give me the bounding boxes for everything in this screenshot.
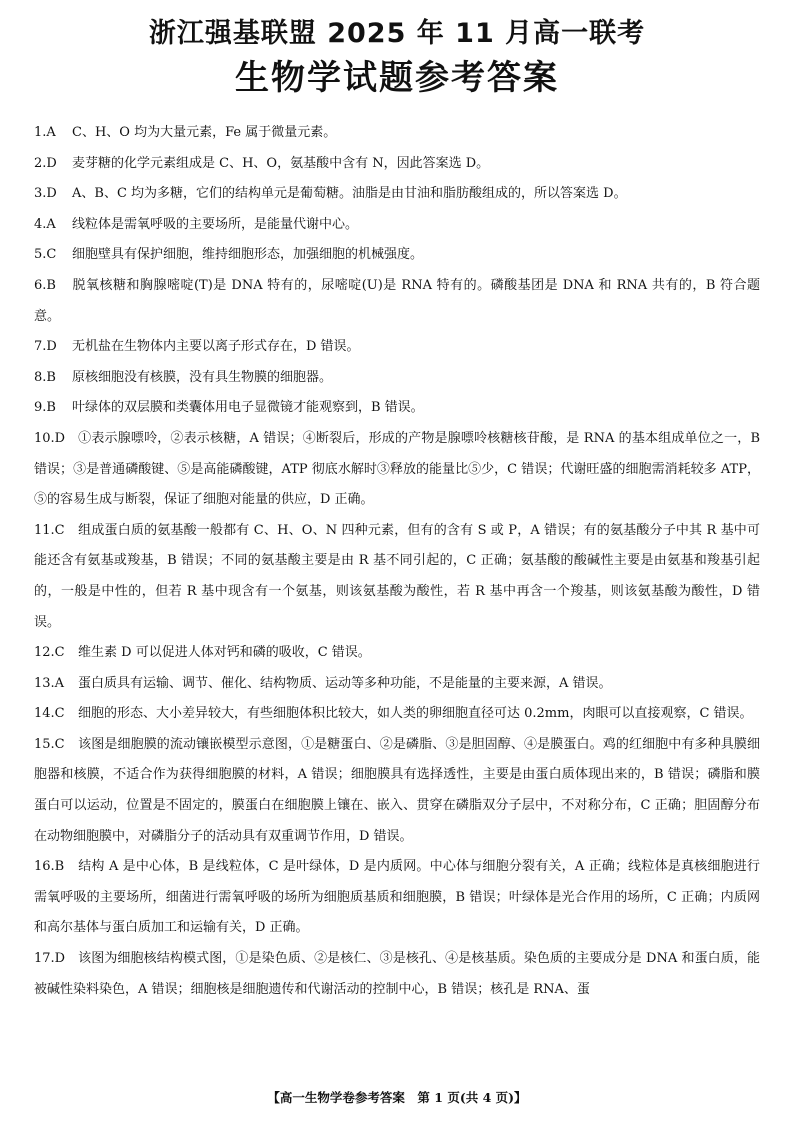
answer-item — [34, 669, 760, 700]
answer-item — [34, 699, 760, 730]
answer-list — [34, 118, 760, 1005]
answer-item — [34, 393, 760, 424]
answer-number: 7.D — [34, 339, 57, 355]
answer-text: 脱氧核糖和胸腺嘧啶(T)是 DNA 特有的，尿嘧啶(U)是 RNA 特有的。磷酸基团是 DNA 和 RNA 共有的，B 符合题意。 — [34, 277, 760, 324]
answer-text: C、H、O 均为大量元素，Fe 属于微量元素。 — [72, 125, 337, 140]
answer-text: 原核细胞没有核膜，没有具生物膜的细胞器。 — [72, 369, 333, 385]
document-header — [0, 14, 794, 102]
answer-item — [34, 332, 760, 363]
answer-item — [34, 179, 760, 210]
answer-text: 结构 A 是中心体，B 是线粒体，C 是叶绿体，D 是内质网。中心体与细胞分裂有关，A 正确；线粒体是真核细胞进行需氧呼吸的主要场所，细菌进行需氧呼吸的场所为细胞质基质和细胞膜，B 错误；叶绿体是光合作用的场所，C 正确；内质网和高尔基体与蛋白质加工和运输有关，D 正确。 — [34, 859, 760, 936]
answer-item — [34, 363, 760, 394]
answer-item — [34, 240, 760, 271]
answer-text: 该图为细胞核结构模式图，①是染色质、②是核仁、③是核孔、④是核基质。染色质的主要成分是 DNA 和蛋白质，能被碱性染料染色，A 错误；细胞核是细胞遗传和代谢活动的控制中心，B 错误；核孔是 RNA、蛋 — [34, 951, 760, 997]
answer-item — [34, 852, 760, 944]
answer-number: 12.C — [34, 645, 65, 661]
answer-text: 该图是细胞膜的流动镶嵌模型示意图，①是糖蛋白、②是磷脂、③是胆固醇、④是膜蛋白。鸡的红细胞中有多种具膜细胞器和核膜，不适合作为获得细胞膜的材料，A 错误；细胞膜具有选择透性，主要是由蛋白质体现出来的，B 错误；磷脂和膜蛋白可以运动，位置是不固定的，膜蛋白在细胞膜上镶在、嵌入、贯穿在磷脂双分子层中，不对称分布，C 正确；胆固醇分布在动物细胞膜中，对磷脂分子的活动具有双重调节作用，D 错误。 — [34, 736, 760, 844]
answer-item — [34, 516, 760, 638]
answer-number: 3.D — [34, 186, 57, 202]
answer-text: 维生素 D 可以促进人体对钙和磷的吸收，C 错误。 — [78, 645, 371, 661]
answer-number: 14.C — [34, 706, 65, 722]
answer-number: 9.B — [34, 400, 56, 416]
answer-text: ①表示腺嘌呤，②表示核糖，A 错误；④断裂后，形成的产物是腺嘌呤核糖核苷酸，是 RNA 的基本组成单位之一，B 错误；③是普通磷酸键、⑤是高能磷酸键，ATP 彻底水解时③释放的能量比⑤少，C 错误；代谢旺盛的细胞需消耗较多 ATP，⑤的容易生成与断裂，保证了细胞对能量的供应，D 正确。 — [34, 430, 760, 508]
answer-text: 细胞壁具有保护细胞，维持细胞形态，加强细胞的机械强度。 — [72, 247, 424, 263]
answer-item — [34, 730, 760, 852]
answer-item — [34, 638, 760, 669]
answer-text: 无机盐在生物体内主要以离子形式存在，D 错误。 — [72, 339, 360, 355]
answer-number: 15.C — [34, 736, 65, 752]
exam-title: 浙江强基联盟 2025 年 11 月高一联考 — [148, 18, 646, 49]
answer-item — [34, 944, 760, 1005]
document-title: 生物学试题参考答案 — [235, 58, 559, 98]
answer-text: A、B、C 均为多糖，它们的结构单元是葡萄糖。油脂是由甘油和脂肪酸组成的，所以答案选 D。 — [72, 186, 627, 202]
answer-number: 4.A — [34, 216, 56, 232]
answer-text: 细胞的形态、大小差异较大，有些细胞体积比较大，如人类的卵细胞直径可达 0.2mm，肉眼可以直接观察，C 错误。 — [78, 706, 753, 722]
answer-item — [34, 424, 760, 516]
answer-text: 麦芽糖的化学元素组成是 C、H、O，氨基酸中含有 N，因此答案选 D。 — [72, 155, 490, 171]
answer-text: 组成蛋白质的氨基酸一般都有 C、H、O、N 四种元素，但有的含有 S 或 P，A 错误；有的氨基酸分子中其 R 基中可能还含有氨基或羧基，B 错误；不同的氨基酸主要是由 R 基不同引起的，C 正确；氨基酸的酸碱性主要是由氨基和羧基引起的，一般是中性的，但若 R 基中现含有一个氨基，则该氨基酸为酸性，若 R 基中再含一个羧基，则该氨基酸为酸性，D 错误。 — [34, 522, 760, 630]
answer-item — [34, 118, 760, 149]
answer-text: 蛋白质具有运输、调节、催化、结构物质、运动等多种功能，不是能量的主要来源，A 错误。 — [78, 675, 612, 691]
answer-number: 10.D — [34, 430, 66, 446]
answer-number: 8.B — [34, 369, 56, 385]
answer-item — [34, 210, 760, 241]
answer-text: 叶绿体的双层膜和类囊体用电子显微镜才能观察到，B 错误。 — [72, 400, 424, 416]
answer-number: 1.A — [34, 125, 56, 140]
answer-number: 2.D — [34, 155, 57, 171]
answer-number: 11.C — [34, 522, 65, 538]
page-footer: 【高一生物学卷参考答案 第 1 页(共 4 页)】 — [267, 1090, 527, 1105]
answer-item — [34, 271, 760, 332]
answer-number: 13.A — [34, 675, 65, 691]
answer-number: 17.D — [34, 951, 66, 967]
answer-number: 16.B — [34, 859, 65, 875]
answer-number: 5.C — [34, 247, 57, 263]
answer-item — [34, 149, 760, 180]
answer-text: 线粒体是需氧呼吸的主要场所，是能量代谢中心。 — [72, 216, 359, 232]
answer-number: 6.B — [34, 277, 56, 293]
